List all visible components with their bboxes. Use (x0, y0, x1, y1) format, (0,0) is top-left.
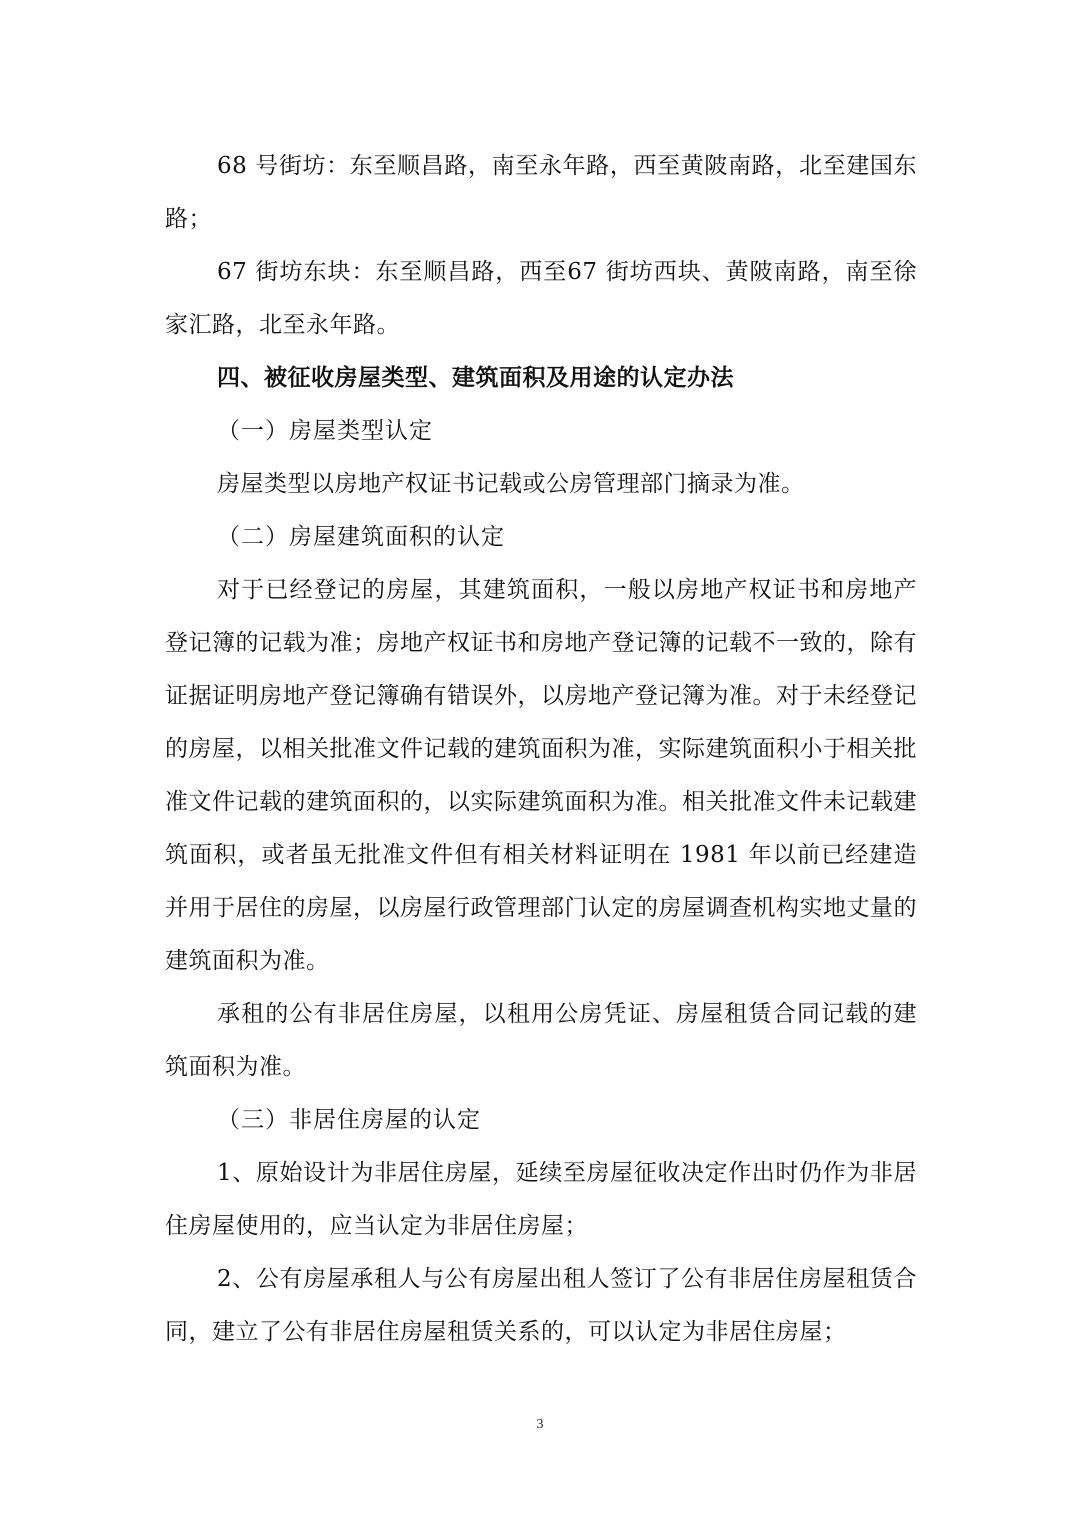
paragraph-floor-area: 对于已经登记的房屋，其建筑面积，一般以房地产权证书和房地产登记簿的记载为准；房地产权证书和房地产登记簿的记载不一致的，除有证据证明房地产登记簿确有错误外，以房地产登记簿为准。对于未经登记的房屋，以相关批准文件记载的建筑面积为准，实际建筑面积小于相关批准文件记载的建筑面积的，以实际建筑面积为准。相关批准文件未记载建筑面积，或者虽无批准文件但有相关材料证明在 1981 年以前已经建造并用于居住的房屋，以房屋行政管理部门认定的房屋调查机构实地丈量的建筑面积为准。 (165, 577, 917, 974)
paragraph-non-residential-1: 1、原始设计为非居住房屋，延续至房屋征收决定作出时仍作为非居住房屋使用的，应当认定为非居住房屋； (165, 1160, 917, 1239)
subheading-floor-area: （二）房屋建筑面积的认定 (217, 524, 505, 550)
page-number: 3 (536, 1417, 544, 1432)
paragraph-house-type: 房屋类型以房地产权证书记载或公房管理部门摘录为准。 (217, 471, 805, 497)
paragraph-block-68: 68 号街坊：东至顺昌路，南至永年路，西至黄陂南路，北至建国东路； (165, 153, 917, 232)
section-heading-4: 四、被征收房屋类型、建筑面积及用途的认定办法 (217, 365, 734, 391)
paragraph-block-67-east: 67 街坊东块：东至顺昌路，西至67 街坊西块、黄陂南路，南至徐家汇路，北至永年路。 (165, 259, 917, 338)
paragraph-leased-public-housing: 承租的公有非居住房屋，以租用公房凭证、房屋租赁合同记载的建筑面积为准。 (165, 1001, 917, 1080)
subheading-non-residential: （三）非居住房屋的认定 (217, 1107, 481, 1133)
paragraph-non-residential-2: 2、公有房屋承租人与公有房屋出租人签订了公有非居住房屋租赁合同，建立了公有非居住房屋租赁关系的，可以认定为非居住房屋； (165, 1266, 917, 1345)
document-body (165, 140, 917, 1359)
subheading-house-type: （一）房屋类型认定 (217, 418, 433, 444)
